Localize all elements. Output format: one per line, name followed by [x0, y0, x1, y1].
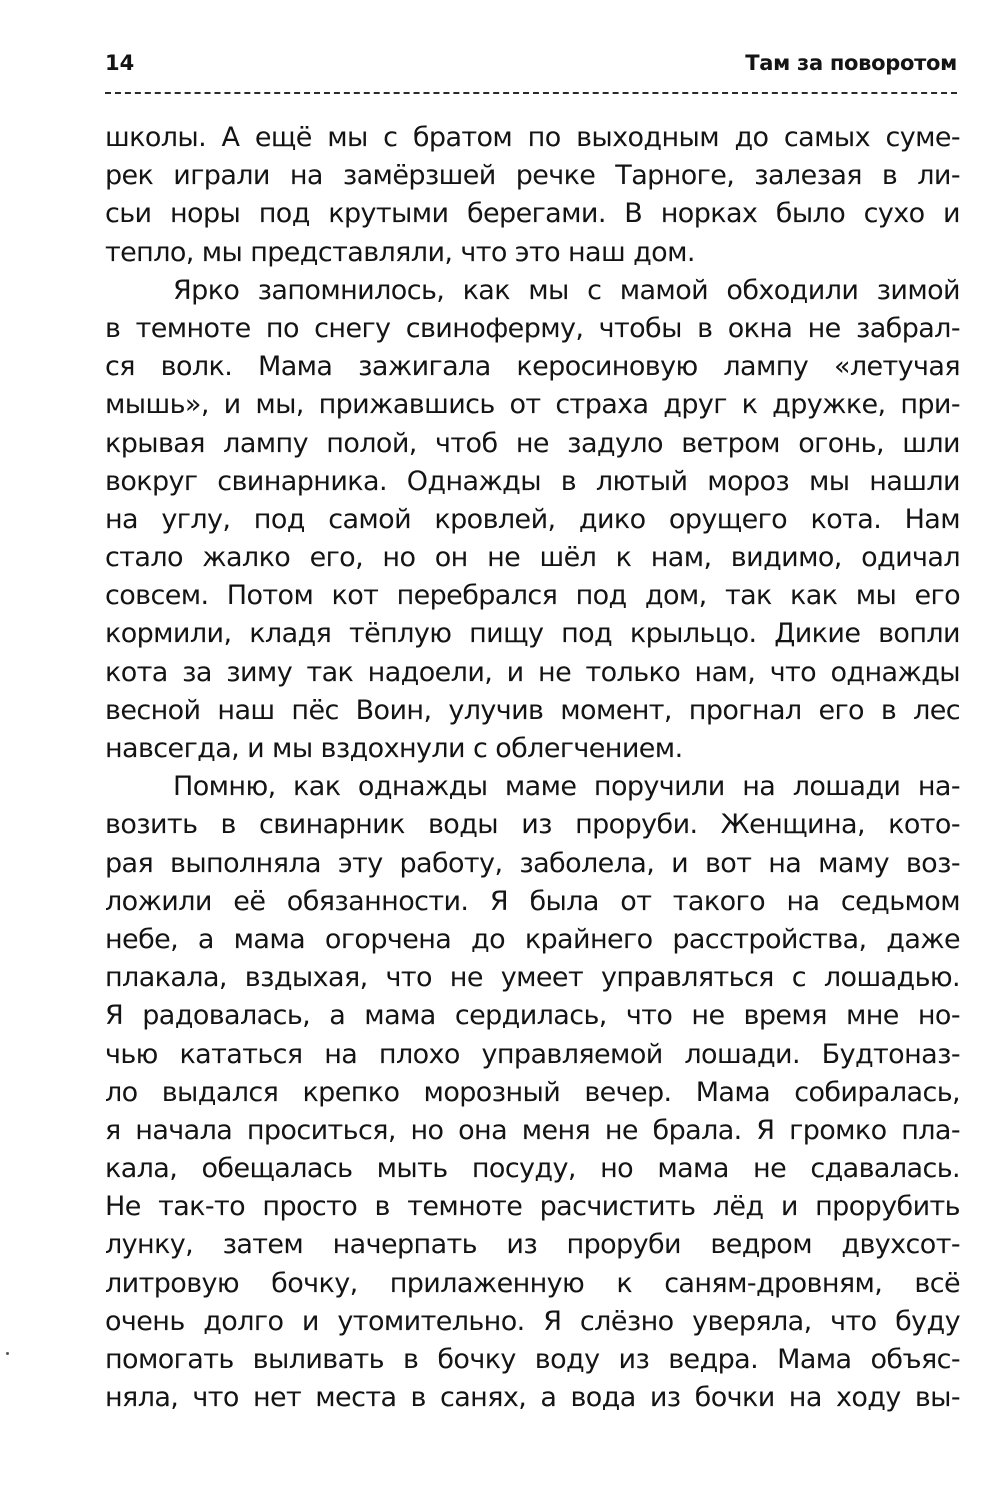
text-line: помогать выливать в бочку воду из ведра. Мама объяс- [105, 1344, 960, 1375]
text-line: ложили её обязанности. Я была от такого на седьмом [105, 885, 960, 917]
header-divider [105, 92, 957, 94]
text-line: весной наш пёс Воин, улучив момент, прогнал его в лес [105, 694, 960, 726]
text-line: мышь», и мы, прижавшись от страха друг к дружке, при- [105, 389, 960, 421]
text-line: ся волк. Мама зажигала керосиновую лампу «летучая [105, 351, 960, 383]
text-line: стало жалко его, но он не шёл к нам, видимо, одичал [105, 542, 960, 574]
text-line: навсегда, и мы вздохнули с облегчением. [105, 733, 683, 764]
text-line: литровую бочку, прилаженную к саням-дровням, всё [105, 1267, 960, 1299]
text-line: школы. А ещё мы с братом по выходным до самых суме- [105, 122, 960, 153]
text-line: в темноте по снегу свиноферму, чтобы в окна не забрал- [105, 312, 960, 344]
text-line: чью кататься на плохо управляемой лошади. Будтоназ- [105, 1038, 960, 1070]
text-line: крывая лампу полой, чтоб не задуло ветром огонь, шли [105, 427, 960, 459]
text-line: лунку, затем начерпать из проруби ведром двухсот- [105, 1229, 960, 1261]
text-line: вокруг свинарника. Однажды в лютый мороз мы нашли [105, 465, 960, 497]
text-line: небе, а мама огорчена до крайнего расстройства, даже [105, 923, 960, 955]
text-line: сьи норы под крутыми берегами. В норках было сухо и [105, 198, 960, 230]
book-title: Там за поворотом [745, 51, 957, 75]
body-text [105, 119, 960, 1417]
print-speck [6, 1352, 9, 1355]
text-line: кормили, кладя тёплую пищу под крыльцо. Дикие вопли [105, 618, 960, 650]
text-line: совсем. Потом кот перебрался под дом, так как мы его [105, 580, 960, 612]
running-head [105, 46, 957, 80]
text-line: плакала, вздыхая, что не умеет управляться с лошадью. [105, 962, 960, 994]
text-line: Ярко запомнилось, как мы с мамой обходили зимой [173, 274, 960, 306]
text-line: Не так-то просто в темноте расчистить лёд и прорубить [105, 1191, 960, 1223]
text-line: кота за зиму так надоели, и не только нам, что однажды [105, 656, 960, 688]
text-line: тепло, мы представляли, что это наш дом. [105, 236, 695, 268]
text-line: няла, что нет места в санях, а вода из бочки на ходу вы- [105, 1382, 960, 1414]
text-line: рая выполняла эту работу, заболела, и вот на маму воз- [105, 847, 960, 879]
text-line: рек играли на замёрзшей речке Тарноге, залезая в ли- [105, 160, 960, 192]
page-number: 14 [105, 51, 135, 75]
text-line: на углу, под самой кровлей, дико орущего кота. Нам [105, 503, 960, 535]
text-line: очень долго и утомительно. Я слёзно уверяла, что буду [105, 1305, 960, 1337]
text-line: ло выдался крепко морозный вечер. Мама собиралась, [105, 1076, 960, 1108]
text-line: я начала проситься, но она меня не брала. Я громко пла- [105, 1114, 960, 1146]
text-line: Помню, как однажды маме поручили на лошади на- [173, 771, 960, 803]
text-line: Я радовалась, а мама сердилась, что не время мне но- [105, 1000, 960, 1032]
text-line: возить в свинарник воды из проруби. Женщина, кото- [105, 809, 960, 841]
text-line: кала, обещалась мыть посуду, но мама не сдавалась. [105, 1153, 960, 1185]
